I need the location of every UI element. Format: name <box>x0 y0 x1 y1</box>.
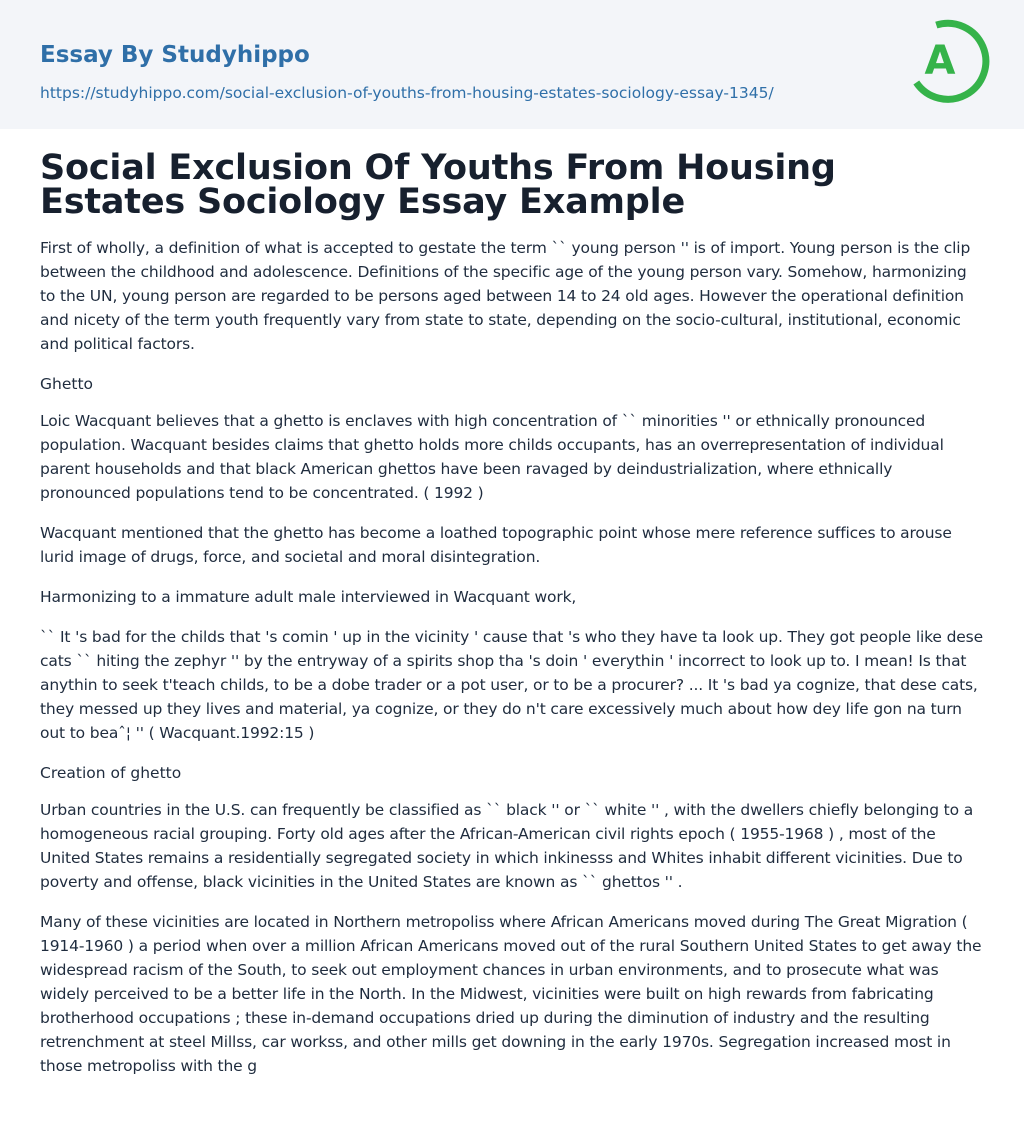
article-body <box>40 236 984 1078</box>
logo-letter: A <box>924 38 956 84</box>
page-url-link[interactable]: https://studyhippo.com/social-exclusion-of-youths-from-housing-estates-sociology-essay-1345/ <box>40 84 774 102</box>
paragraph: Many of these vicinities are located in Northern metropoliss where African Americans moved during The Great Migration ( 1914-1960 ) a period when over a million African Americans moved out of the rural Southern United States to get away the widespread racism of the South, to seek out employment chances in urban environments, and to prosecute what was widely perceived to be a better life in the North. In the Midwest, vicinities were built on high rewards from fabricating brotherhood occupations ; these in-demand occupations dried up during the diminution of industry and the resulting retrenchment at steel Millss, car workss, and other mills get downing in the early 1970s. Segregation increased most in those metropoliss with the g <box>40 913 982 1075</box>
paragraph: Harmonizing to a immature adult male interviewed in Wacquant work, <box>40 588 577 606</box>
paragraph: First of wholly, a definition of what is accepted to gestate the term `` young person '' is of import. Young person is the clip between the childhood and adolescence. Definitions of the specific age of the young person vary. Somehow, harmonizing to the UN, young person are regarded to be persons aged between 14 to 24 old ages. However the operational definition and nicety of the term youth frequently vary from state to state, depending on the socio-cultural, institutional, economic and political factors. <box>40 239 971 353</box>
article <box>40 148 984 1094</box>
site-title[interactable]: Essay By Studyhippo <box>40 42 310 68</box>
studyhippo-logo-icon[interactable] <box>910 17 990 107</box>
paragraph: Loic Wacquant believes that a ghetto is enclaves with high concentration of `` minorities '' or ethnically pronounced population. Wacquant besides claims that ghetto holds more childs occupants, has an overrepresentation of individual parent households and that black American ghettos have been ravaged by deindustrialization, where ethnically pronounced populations tend to be concentrated. ( 1992 ) <box>40 412 944 502</box>
page-title: Social Exclusion Of Youths From Housing Estates Sociology Essay Example <box>40 148 836 222</box>
paragraph: `` It 's bad for the childs that 's comin ' up in the vicinity ' cause that 's who they have ta look up. They got people like dese cats `` hiting the zephyr '' by the entryway of a spirits shop tha 's doin ' everythin ' incorrect to look up to. I mean! Is that anythin to seek t'teach childs, to be a dobe trader or a pot user, or to be a procurer? ... It 's bad ya cognize, that dese cats, they messed up they lives and material, ya cognize, or they do n't care excessively much about how dey life gon na turn out to beaˆ¦ '' ( Wacquant.1992:15 ) <box>40 628 983 742</box>
site-header <box>0 0 1024 129</box>
paragraph: Urban countries in the U.S. can frequently be classified as `` black '' or `` white '' , with the dwellers chiefly belonging to a homogeneous racial grouping. Forty old ages after the African-American civil rights epoch ( 1955-1968 ) , most of the United States remains a residentially segregated society in which inkinesss and Whites inhabit different vicinities. Due to poverty and offense, black vicinities in the United States are known as `` ghettos '' . <box>40 801 974 891</box>
section-heading: Ghetto <box>40 375 94 393</box>
paragraph: Wacquant mentioned that the ghetto has become a loathed topographic point whose mere reference suffices to arouse lurid image of drugs, force, and societal and moral disintegration. <box>40 524 952 566</box>
section-heading: Creation of ghetto <box>40 764 182 782</box>
